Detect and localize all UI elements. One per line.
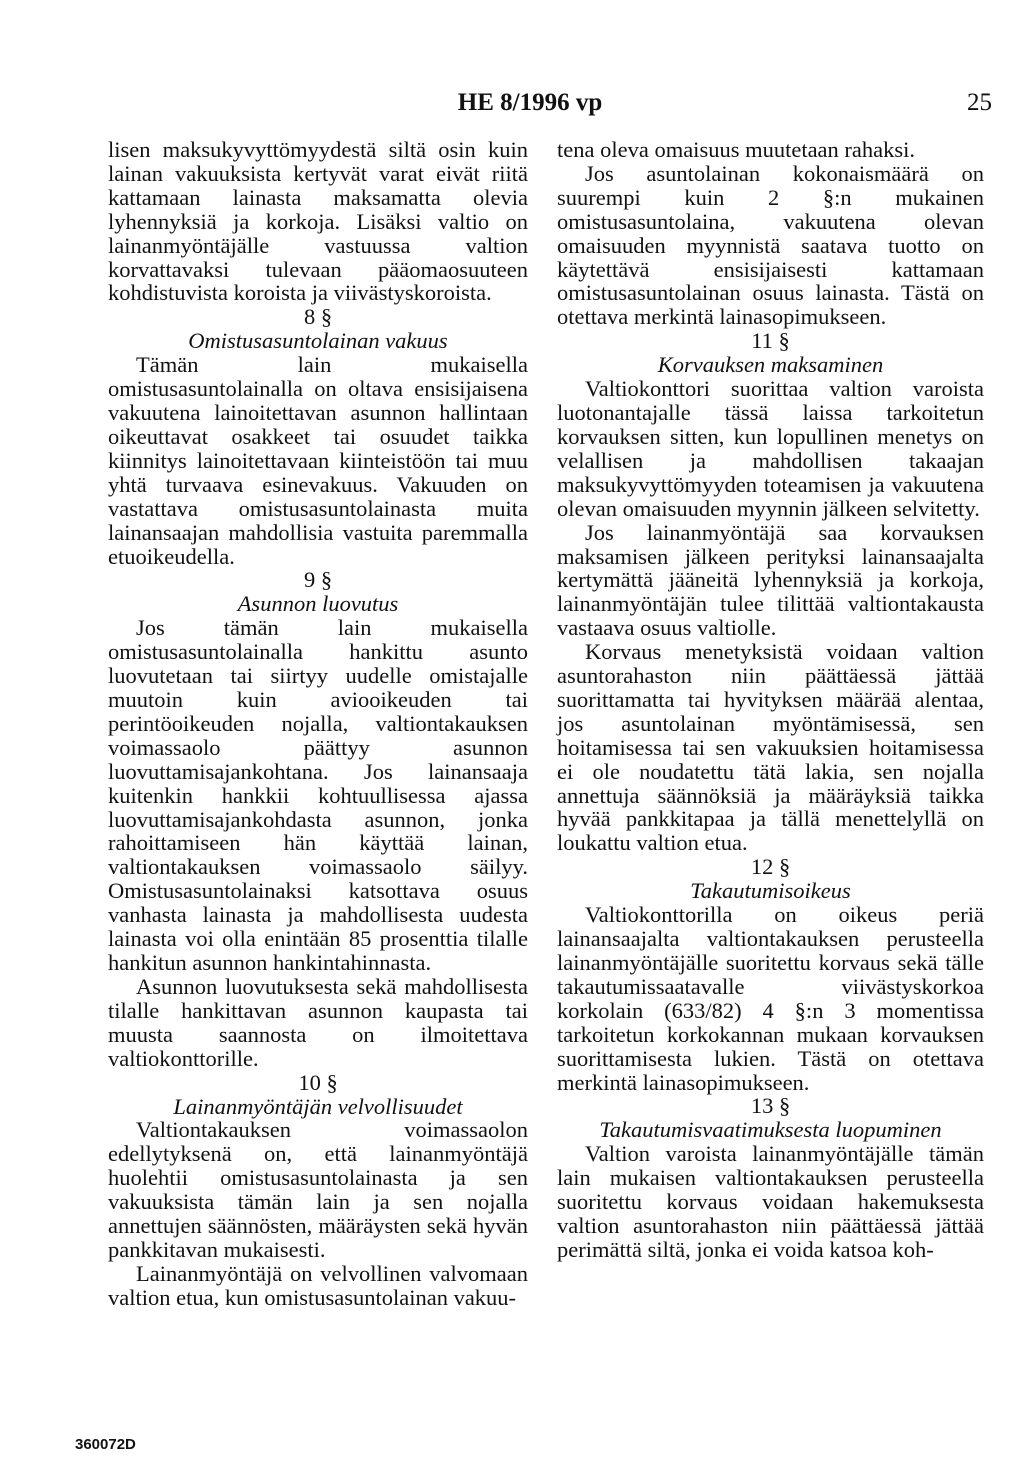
section-11-number: 11 §	[751, 328, 790, 354]
footer-print-code: 360072D	[75, 1436, 136, 1453]
paragraph: Valtion varoista lainanmyöntäjälle tämän lain mukaisen valtiontakauksen perusteella suoritettu korvaus voidaan hakemuksesta valtion asuntorahaston niin päättäessä jättää perimättä siltä, jonka ei voida katsoa koh-	[557, 1141, 984, 1262]
paragraph: Asunnon luovutuksesta sekä mahdollisesta tilalle hankittavan asunnon kaupasta tai muusta saannosta on ilmoitettava valtiokonttorille.	[108, 973, 528, 1071]
section-12-number: 12 §	[750, 854, 791, 880]
section-13-title: Takautumisvaatimuksesta luopuminen	[599, 1117, 942, 1143]
section-13-number: 13 §	[750, 1093, 791, 1119]
left-column	[108, 138, 528, 1310]
section-10-title: Lainanmyöntäjän velvollisuudet	[173, 1093, 463, 1119]
section-11-title: Korvauksen maksaminen	[657, 352, 884, 378]
paragraph: Jos tämän lain mukaisella omistusasuntolainalla hankittu asunto luovutetaan tai siirtyy uudelle omistajalle muutoin kuin aviooikeuden tai perintöoikeuden nojalla, valtiontakauksen voimassaolo päättyy asunnon luovuttamisajankohtana. Jos lainansaaja kuitenkin hankkii kohtuullisessa ajassa luovuttamisajankohdasta asunnon, jonka rahoittamiseen hän käyttää lainan, valtiontakauksen voimassaolo säilyy. Omistusasuntolainaksi katsottava osuus vanhasta lainasta ja mahdollisesta uudesta lainasta voi olla enintään 85 prosenttia tilalle hankitun asunnon hankintahinnasta.	[108, 615, 528, 975]
paragraph: Korvaus menetyksistä voidaan valtion asuntorahaston niin päättäessä jättää suorittamatta tai hyvityksen määrää alentaa, jos asuntolainan myöntämisessä, sen hoitamisessa tai sen vakuuksien hoitamisessa ei ole noudatettu tätä lakia, sen nojalla annettuja säännöksiä ja määräyksiä taikka hyvää pankkitapaa ja tällä menettelyllä on loukattu valtion etua.	[557, 639, 984, 856]
paragraph: Jos lainanmyöntäjä saa korvauksen maksamisen jälkeen perityksi lainansaajalta kertymättä jääneitä lyhennyksiä ja korkoja, lainanmyöntäjän tulee tilittää valtiontakausta vastaava osuus valtiolle.	[557, 519, 984, 641]
paragraph: Valtiontakauksen voimassaolon edellytyksenä on, että lainanmyöntäjä huolehtii omistusasuntolainasta ja sen vakuuksista tämän lain ja sen nojalla annettujen säännösten, määräysten sekä hyvän pankkitavan mukaisesti.	[108, 1117, 528, 1262]
paragraph: Jos asuntolainan kokonaismäärä on suurempi kuin 2 §:n mukainen omistusasuntolaina, vakuutena olevan omaisuuden myynnistä saatava tuotto on käytettävä ensisijaisesti kattamaan omistusasuntolainan osuus lainasta. Tästä on otettava merkintä lainasopimukseen.	[557, 160, 984, 330]
paragraph: lisen maksukyvyttömyydestä siltä osin kuin lainan vakuuksista kertyvät varat eivät riitä kattamaan lainasta maksamatta olevia lyhennyksiä ja korkoja. Lisäksi valtio on lainanmyöntäjälle vastuussa valtion korvattavaksi tulevaan pääomaosuuteen kohdistuvista koroista ja viivästyskoroista.	[108, 137, 528, 306]
section-9-number: 9 §	[303, 567, 333, 593]
document-header-title: HE 8/1996 vp	[457, 89, 603, 116]
paragraph: Valtiokonttori suorittaa valtion varoista luotonantajalle tässä laissa tarkoitetun korvauksen sitten, kun lopullinen menetys on velallisen ja mahdollisen takaajan maksukyvyttömyyden toteamisen ja vakuutena olevan omaisuuden myynnin jälkeen selvitetty.	[557, 376, 984, 521]
paragraph: Lainanmyöntäjä on velvollinen valvomaan valtion etua, kun omistusasuntolainan vakuu-	[108, 1260, 528, 1310]
section-8-number: 8 §	[303, 304, 333, 330]
section-12-title: Takautumisoikeus	[690, 878, 851, 904]
page-number: 25	[967, 89, 992, 116]
paragraph: Valtiokonttorilla on oikeus periä lainansaajalta valtiontakauksen perusteella lainanmyöntäjälle suoritettu korvaus sekä tälle takautumissaatavalle viivästyskorkoa korkolain (633/82) 4 §:n 3 momentissa tarkoitetun korkokannan mukaan korvauksen suorittamisesta lukien. Tästä on otettava merkintä lainasopimukseen.	[557, 902, 984, 1095]
section-9-title: Asunnon luovutus	[237, 591, 399, 617]
paragraph: tena oleva omaisuus muutetaan rahaksi.	[557, 137, 916, 162]
section-8-title: Omistusasuntolainan vakuus	[188, 328, 448, 354]
right-column	[557, 138, 984, 1262]
section-10-number: 10 §	[298, 1069, 338, 1095]
paragraph: Tämän lain mukaisella omistusasuntolainalla on oltava ensisijaisena vakuutena lainoitettavan asunnon hallintaan oikeuttavat osakkeet tai osuudet taikka kiinnitys lainoitettavaan kiinteistöön tai muu yhtä turvaava esinevakuus. Vakuuden on vastattava omistusasuntolainasta muita lainansaajan mahdollisia vastuita paremmalla etuoikeudella.	[108, 352, 528, 569]
